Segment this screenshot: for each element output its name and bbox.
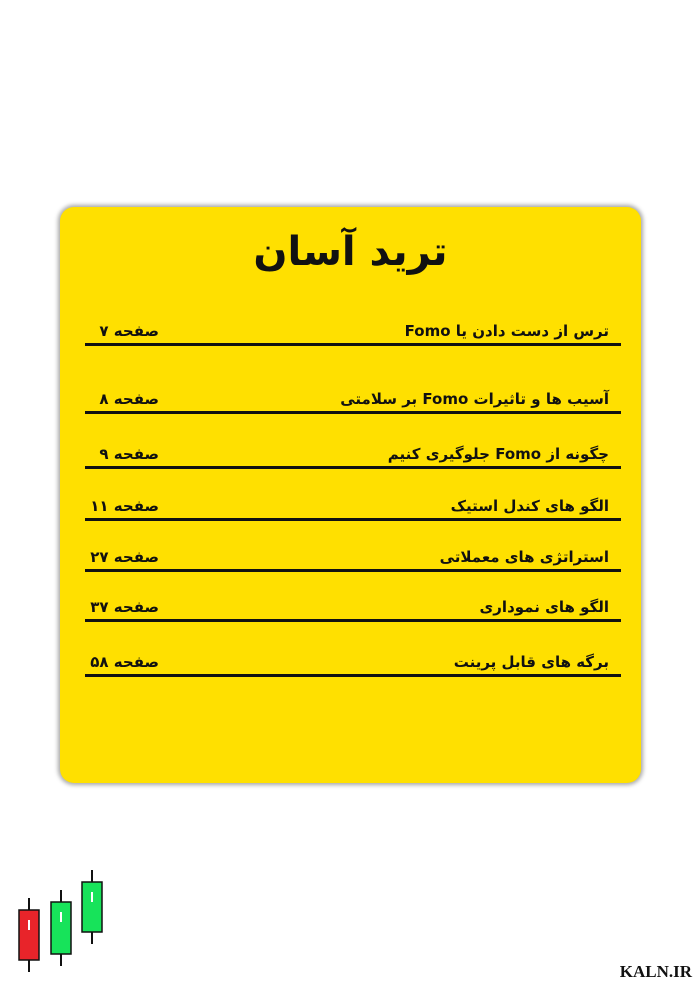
toc-divider — [85, 619, 621, 622]
toc-page-number: صفحه ۹ — [99, 445, 159, 463]
site-watermark: KALN.IR — [619, 962, 692, 981]
toc-row[interactable] — [85, 647, 621, 677]
page-title: ترید آسان — [253, 229, 448, 275]
toc-row[interactable] — [85, 592, 621, 622]
toc-topic: آسیب ها و تاثیرات Fomo بر سلامتی — [340, 390, 609, 408]
toc-topic: چگونه از Fomo جلوگیری کنیم — [387, 445, 609, 463]
toc-divider — [85, 674, 621, 677]
toc-page-number: صفحه ۲۷ — [90, 548, 159, 566]
toc-row[interactable] — [85, 439, 621, 469]
toc-topic: ترس از دست دادن یا Fomo — [404, 322, 609, 340]
toc-divider — [85, 518, 621, 521]
toc-row[interactable] — [85, 542, 621, 572]
toc-divider — [85, 466, 621, 469]
toc-page-number: صفحه ۸ — [99, 390, 159, 408]
toc-topic: استراتژی های معملاتی — [439, 548, 609, 566]
toc-page-number: صفحه ۱۱ — [90, 497, 159, 515]
toc-divider — [85, 411, 621, 414]
toc-page-number: صفحه ۵۸ — [90, 653, 159, 671]
toc-topic: برگه های قابل پرینت — [453, 653, 609, 671]
toc-list — [60, 207, 641, 783]
toc-topic: الگو های نموداری — [479, 598, 609, 616]
candlestick-logo-icon — [12, 866, 112, 978]
toc-divider — [85, 343, 621, 346]
toc-topic: الگو های کندل استیک — [450, 497, 609, 515]
toc-row[interactable] — [85, 316, 621, 346]
toc-page-number: صفحه ۷ — [99, 322, 159, 340]
toc-row[interactable] — [85, 384, 621, 414]
toc-row[interactable] — [85, 491, 621, 521]
toc-page-number: صفحه ۳۷ — [90, 598, 159, 616]
toc-divider — [85, 569, 621, 572]
